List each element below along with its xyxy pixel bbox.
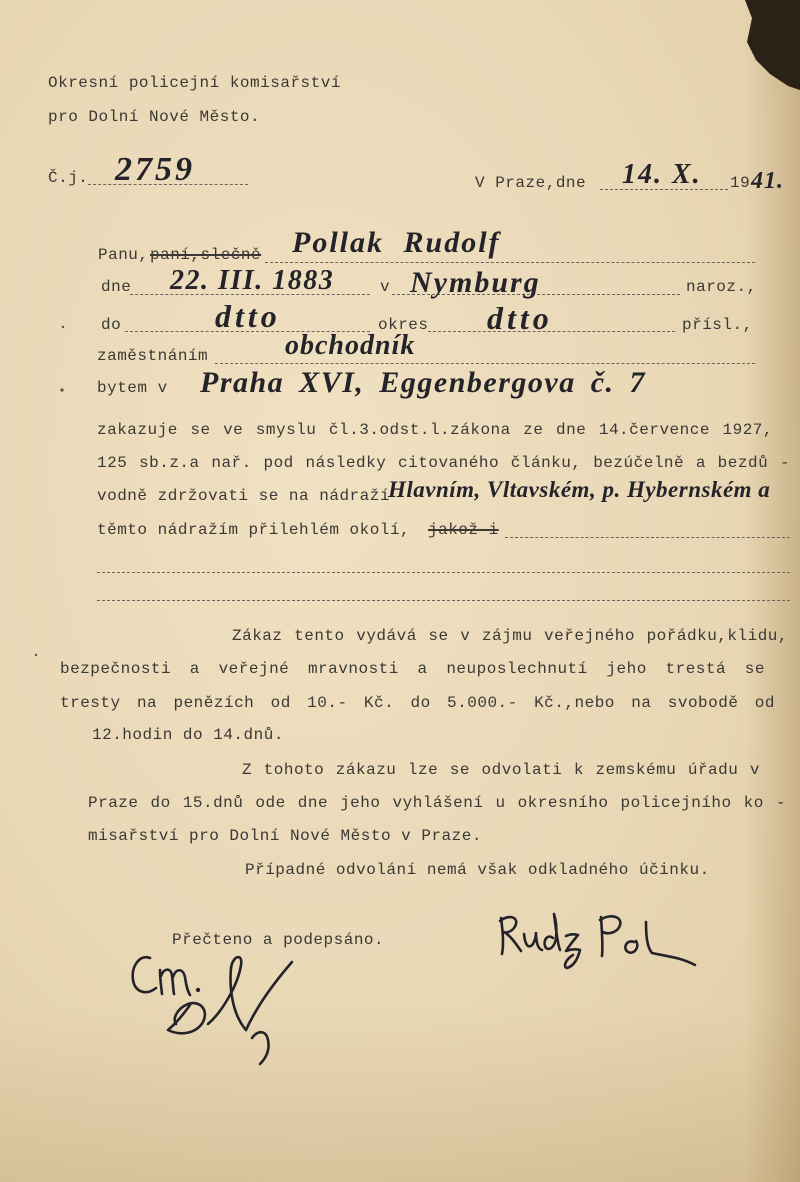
signature-stroke — [545, 914, 560, 950]
domicile: dtto — [215, 298, 281, 334]
signature-stroke — [500, 917, 521, 951]
occupation-label: zaměstnáním — [97, 347, 209, 365]
order-struck-text: jakož i — [428, 521, 499, 539]
signature-stroke — [168, 1003, 205, 1033]
occupation-line — [215, 363, 755, 364]
birth-place: Nymburg — [410, 266, 541, 299]
order-blank-line — [97, 600, 790, 601]
office-district: pro Dolní Nové Město. — [48, 108, 261, 126]
signature-dot — [196, 988, 200, 992]
notice-line: Praze do 15.dnů ode dne jeho vyhlášení u okresního policejního ko - — [88, 794, 786, 812]
signature-stroke — [524, 933, 542, 950]
date-label: V Praze,dne — [475, 174, 587, 192]
order-line: 125 sb.z.a nař. pod následky citovaného článku, bezúčelně a bezdů - — [97, 454, 790, 472]
born-label: naroz., — [686, 278, 757, 296]
occupation: obchodník — [285, 330, 416, 361]
signature-stroke — [646, 922, 695, 965]
signature-stroke — [625, 941, 637, 953]
addressee-label: Panu, — [98, 246, 149, 264]
torn-corner — [745, 0, 800, 90]
birth-date: 22. III. 1883 — [170, 265, 335, 296]
signature-stroke — [501, 918, 503, 954]
notice-line: tresty na penězích od 10.- Kč. do 5.000.- Kč.,nebo na svobodě od — [60, 694, 775, 712]
birth-date-label: dne — [101, 278, 132, 296]
residence: Praha XVI, Eggenbergova č. 7 — [200, 366, 647, 399]
order-blank-line — [505, 537, 790, 538]
read-and-signed: Přečteno a podepsáno. — [172, 931, 385, 949]
notice-line: 12.hodin do 14.dnů. — [92, 726, 284, 744]
reference-label: Č.j. — [48, 169, 89, 187]
signature-recipient — [500, 914, 695, 968]
signature-stroke — [246, 962, 292, 1030]
domicile-label: do — [101, 316, 122, 334]
order-line: vodně zdržovati se na nádraží — [97, 487, 390, 505]
signature-stroke — [600, 916, 620, 933]
reference-number: 2759 — [115, 151, 195, 188]
railway-stations: Hlavním, Vltavském, p. Hybernském a — [388, 477, 771, 502]
signature-official — [133, 957, 292, 1064]
district: dtto — [487, 300, 553, 336]
notice-line: bezpečnosti a veřejné mravnosti a neuposlechnutí jeho trestá se — [60, 660, 765, 678]
belonging-label: přísl., — [682, 316, 753, 334]
district-label: okres — [378, 316, 429, 334]
person-name: Pollak Rudolf — [292, 226, 501, 259]
signature-stroke — [133, 957, 156, 992]
paper-speck — [62, 326, 64, 328]
residence-label: bytem v — [97, 379, 168, 397]
signature-stroke — [565, 934, 580, 968]
paper-speck — [60, 388, 63, 391]
name-line — [265, 262, 755, 263]
order-line: těmto nádražím přilehlém okolí, — [97, 521, 411, 539]
notice-line: Zákaz tento vydává se v zájmu veřejného pořádku,klidu, — [232, 627, 788, 645]
signature-stroke — [601, 917, 602, 956]
date-day-month: 14. X. — [622, 159, 702, 190]
notice-line: Případné odvolání nemá však odkladného účinku. — [245, 861, 710, 879]
notice-line: Z tohoto zákazu lze se odvolati k zemskému úřadu v — [242, 761, 760, 779]
addressee-struck-options: paní,slečně — [150, 246, 262, 264]
signature-stroke — [208, 957, 246, 1030]
signature-stroke — [160, 970, 190, 995]
birth-place-label: v — [380, 278, 391, 296]
notice-line: misařství pro Dolní Nové Město v Praze. — [88, 827, 482, 845]
order-blank-line — [97, 572, 790, 573]
date-year-typed: 19 — [730, 174, 751, 192]
date-year-handwritten: 41. — [751, 168, 784, 194]
signature-stroke — [252, 1032, 269, 1064]
office-name: Okresní policejní komisařství — [48, 74, 341, 92]
paper-speck — [35, 654, 37, 656]
order-line: zakazuje se ve smyslu čl.3.odst.l.zákona ze dne 14.července 1927, — [97, 421, 773, 439]
